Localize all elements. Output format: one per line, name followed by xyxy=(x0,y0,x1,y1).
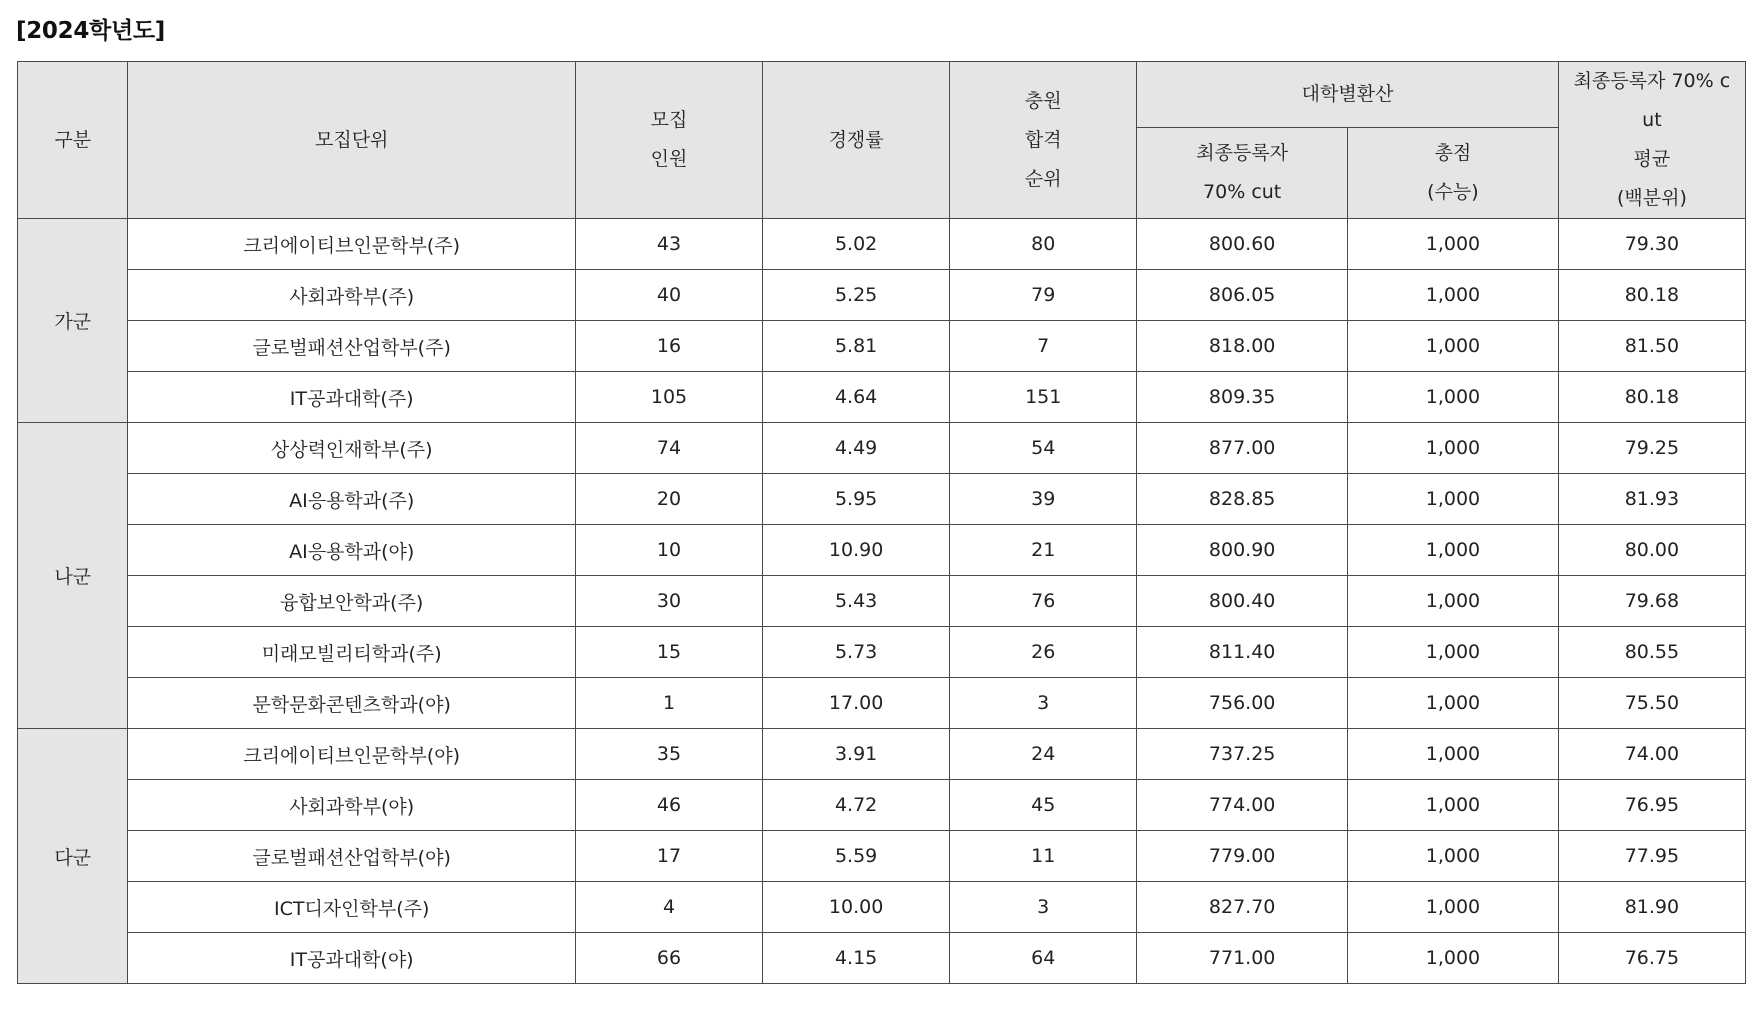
quota-cell: 105 xyxy=(575,372,762,423)
total-score-cell: 1,000 xyxy=(1348,576,1559,627)
percentile-avg-cell: 79.30 xyxy=(1558,219,1745,270)
total-score-cell: 1,000 xyxy=(1348,270,1559,321)
competition-cell: 4.72 xyxy=(763,780,950,831)
header-final70-line: 70% cut xyxy=(1203,181,1282,204)
cut70-cell: 827.70 xyxy=(1137,882,1348,933)
header-quota xyxy=(575,62,762,219)
table-body xyxy=(18,219,1746,984)
percentile-avg-cell: 81.93 xyxy=(1558,474,1745,525)
total-score-cell: 1,000 xyxy=(1348,219,1559,270)
competition-cell: 5.73 xyxy=(763,627,950,678)
cut70-cell: 818.00 xyxy=(1137,321,1348,372)
percentile-avg-cell: 77.95 xyxy=(1558,831,1745,882)
header-final70-cut xyxy=(1137,128,1348,219)
total-score-cell: 1,000 xyxy=(1348,678,1559,729)
rank-cell: 151 xyxy=(950,372,1137,423)
total-score-cell: 1,000 xyxy=(1348,474,1559,525)
percentile-avg-cell: 80.18 xyxy=(1558,270,1745,321)
total-score-cell: 1,000 xyxy=(1348,627,1559,678)
total-score-cell: 1,000 xyxy=(1348,321,1559,372)
unit-cell: AI응용학과(주) xyxy=(128,474,575,525)
header-total-line: 총점 xyxy=(1434,142,1472,165)
quota-cell: 30 xyxy=(575,576,762,627)
unit-cell: 상상력인재학부(주) xyxy=(128,423,575,474)
total-score-cell: 1,000 xyxy=(1348,882,1559,933)
total-score-cell: 1,000 xyxy=(1348,933,1559,984)
rank-cell: 76 xyxy=(950,576,1137,627)
quota-cell: 15 xyxy=(575,627,762,678)
competition-cell: 4.15 xyxy=(763,933,950,984)
percentile-avg-cell: 74.00 xyxy=(1558,729,1745,780)
rank-cell: 64 xyxy=(950,933,1137,984)
unit-cell: AI응용학과(야) xyxy=(128,525,575,576)
total-score-cell: 1,000 xyxy=(1348,525,1559,576)
quota-cell: 74 xyxy=(575,423,762,474)
header-final70-line: 최종등록자 xyxy=(1196,142,1289,165)
header-percentile-line: 평균 xyxy=(1633,148,1671,170)
unit-cell: 크리에이티브인문학부(야) xyxy=(128,729,575,780)
group-cell: 가군 xyxy=(18,219,128,423)
quota-cell: 66 xyxy=(575,933,762,984)
rank-cell: 3 xyxy=(950,882,1137,933)
total-score-cell: 1,000 xyxy=(1348,372,1559,423)
group-cell: 다군 xyxy=(18,729,128,984)
header-group: 구분 xyxy=(18,62,128,219)
percentile-avg-cell: 79.25 xyxy=(1558,423,1745,474)
cut70-cell: 811.40 xyxy=(1137,627,1348,678)
cut70-cell: 800.60 xyxy=(1137,219,1348,270)
admission-results-table xyxy=(17,61,1746,984)
header-competition: 경쟁률 xyxy=(763,62,950,219)
competition-cell: 4.64 xyxy=(763,372,950,423)
unit-cell: 글로벌패션산업학부(야) xyxy=(128,831,575,882)
header-rank-line: 순위 xyxy=(1024,167,1062,190)
cut70-cell: 828.85 xyxy=(1137,474,1348,525)
header-rank xyxy=(950,62,1137,219)
header-univ-conversion: 대학별환산 xyxy=(1137,62,1559,128)
rank-cell: 26 xyxy=(950,627,1137,678)
header-percentile-avg xyxy=(1558,62,1745,219)
unit-cell: 글로벌패션산업학부(주) xyxy=(128,321,575,372)
competition-cell: 3.91 xyxy=(763,729,950,780)
unit-cell: 사회과학부(주) xyxy=(128,270,575,321)
quota-cell: 20 xyxy=(575,474,762,525)
cut70-cell: 800.40 xyxy=(1137,576,1348,627)
table-row xyxy=(18,780,1746,831)
table-row xyxy=(18,678,1746,729)
rank-cell: 3 xyxy=(950,678,1137,729)
header-percentile-line: (백분위) xyxy=(1616,187,1687,209)
header-unit: 모집단위 xyxy=(128,62,575,219)
cut70-cell: 774.00 xyxy=(1137,780,1348,831)
table-row xyxy=(18,423,1746,474)
percentile-avg-cell: 81.50 xyxy=(1558,321,1745,372)
rank-cell: 24 xyxy=(950,729,1137,780)
header-rank-line: 합격 xyxy=(1024,128,1062,151)
rank-cell: 11 xyxy=(950,831,1137,882)
cut70-cell: 771.00 xyxy=(1137,933,1348,984)
table-row xyxy=(18,831,1746,882)
table-row xyxy=(18,627,1746,678)
quota-cell: 16 xyxy=(575,321,762,372)
total-score-cell: 1,000 xyxy=(1348,423,1559,474)
header-quota-line: 모집 xyxy=(650,109,688,131)
table-row xyxy=(18,219,1746,270)
group-cell: 나군 xyxy=(18,423,128,729)
page-title: [2024학년도] xyxy=(16,18,165,44)
percentile-avg-cell: 76.75 xyxy=(1558,933,1745,984)
unit-cell: 미래모빌리티학과(주) xyxy=(128,627,575,678)
cut70-cell: 809.35 xyxy=(1137,372,1348,423)
quota-cell: 40 xyxy=(575,270,762,321)
competition-cell: 17.00 xyxy=(763,678,950,729)
quota-cell: 17 xyxy=(575,831,762,882)
table-row xyxy=(18,933,1746,984)
unit-cell: ICT디자인학부(주) xyxy=(128,882,575,933)
percentile-avg-cell: 80.00 xyxy=(1558,525,1745,576)
competition-cell: 5.95 xyxy=(763,474,950,525)
rank-cell: 79 xyxy=(950,270,1137,321)
table-row xyxy=(18,270,1746,321)
table-row xyxy=(18,372,1746,423)
competition-cell: 4.49 xyxy=(763,423,950,474)
unit-cell: IT공과대학(주) xyxy=(128,372,575,423)
percentile-avg-cell: 80.55 xyxy=(1558,627,1745,678)
rank-cell: 7 xyxy=(950,321,1137,372)
table-row xyxy=(18,321,1746,372)
table-row xyxy=(18,525,1746,576)
quota-cell: 35 xyxy=(575,729,762,780)
percentile-avg-cell: 80.18 xyxy=(1558,372,1745,423)
competition-cell: 5.25 xyxy=(763,270,950,321)
table-row xyxy=(18,576,1746,627)
competition-cell: 10.90 xyxy=(763,525,950,576)
unit-cell: IT공과대학(야) xyxy=(128,933,575,984)
quota-cell: 46 xyxy=(575,780,762,831)
header-total-score xyxy=(1348,128,1559,219)
total-score-cell: 1,000 xyxy=(1348,831,1559,882)
table-header xyxy=(18,62,1746,219)
rank-cell: 21 xyxy=(950,525,1137,576)
cut70-cell: 806.05 xyxy=(1137,270,1348,321)
unit-cell: 사회과학부(야) xyxy=(128,780,575,831)
total-score-cell: 1,000 xyxy=(1348,780,1559,831)
rank-cell: 80 xyxy=(950,219,1137,270)
header-percentile-line: ut xyxy=(1642,109,1662,131)
competition-cell: 10.00 xyxy=(763,882,950,933)
table-row xyxy=(18,474,1746,525)
unit-cell: 문학문화콘텐츠학과(야) xyxy=(128,678,575,729)
rank-cell: 39 xyxy=(950,474,1137,525)
header-total-line: (수능) xyxy=(1427,181,1479,204)
header-row-1 xyxy=(18,62,1746,128)
cut70-cell: 800.90 xyxy=(1137,525,1348,576)
quota-cell: 4 xyxy=(575,882,762,933)
competition-cell: 5.02 xyxy=(763,219,950,270)
cut70-cell: 779.00 xyxy=(1137,831,1348,882)
header-quota-line: 인원 xyxy=(650,148,688,170)
rank-cell: 45 xyxy=(950,780,1137,831)
quota-cell: 1 xyxy=(575,678,762,729)
percentile-avg-cell: 79.68 xyxy=(1558,576,1745,627)
competition-cell: 5.81 xyxy=(763,321,950,372)
quota-cell: 10 xyxy=(575,525,762,576)
table-row xyxy=(18,882,1746,933)
percentile-avg-cell: 75.50 xyxy=(1558,678,1745,729)
unit-cell: 크리에이티브인문학부(주) xyxy=(128,219,575,270)
header-rank-line: 충원 xyxy=(1024,89,1062,112)
competition-cell: 5.43 xyxy=(763,576,950,627)
percentile-avg-cell: 81.90 xyxy=(1558,882,1745,933)
rank-cell: 54 xyxy=(950,423,1137,474)
competition-cell: 5.59 xyxy=(763,831,950,882)
quota-cell: 43 xyxy=(575,219,762,270)
total-score-cell: 1,000 xyxy=(1348,729,1559,780)
cut70-cell: 737.25 xyxy=(1137,729,1348,780)
percentile-avg-cell: 76.95 xyxy=(1558,780,1745,831)
unit-cell: 융합보안학과(주) xyxy=(128,576,575,627)
cut70-cell: 877.00 xyxy=(1137,423,1348,474)
header-percentile-line: 최종등록자 70% c xyxy=(1573,70,1731,92)
cut70-cell: 756.00 xyxy=(1137,678,1348,729)
table-row xyxy=(18,729,1746,780)
